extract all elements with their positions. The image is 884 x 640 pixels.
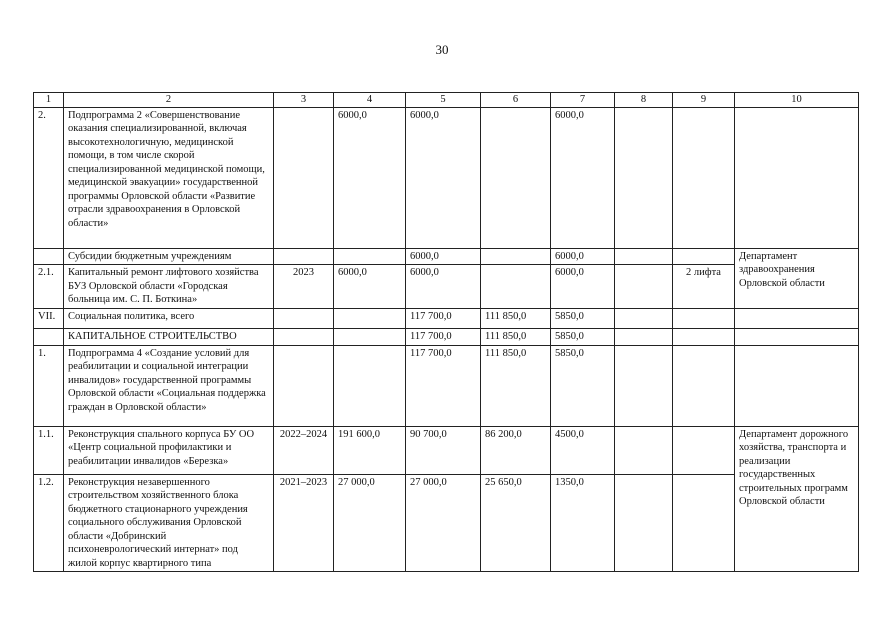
row-number: 1.1. <box>34 426 64 474</box>
budget-table <box>33 92 859 572</box>
row-number <box>34 329 64 346</box>
cell <box>735 309 859 329</box>
cell <box>274 107 334 248</box>
header-cell: 3 <box>274 93 334 108</box>
cell <box>673 309 735 329</box>
cell <box>615 107 673 248</box>
cell <box>481 265 551 309</box>
row-number <box>34 248 64 265</box>
cell: 90 700,0 <box>406 426 481 474</box>
cell <box>673 345 735 426</box>
cell: 2 лифта <box>673 265 735 309</box>
cell: 191 600,0 <box>334 426 406 474</box>
cell: 27 000,0 <box>406 474 481 572</box>
cell: 5850,0 <box>551 309 615 329</box>
cell: 117 700,0 <box>406 345 481 426</box>
row-number: 2.1. <box>34 265 64 309</box>
row-description: Подпрограмма 4 «Создание условий для реабилитации и социальной интеграции инвалидов» государственной программы Орловской области «Социальная поддержка граждан в Орловской области» <box>64 345 274 426</box>
cell: 111 850,0 <box>481 329 551 346</box>
cell <box>615 345 673 426</box>
cell <box>615 329 673 346</box>
cell: 2022–2024 <box>274 426 334 474</box>
row-description: Реконструкция спального корпуса БУ ОО «Центр социальной профилактики и реабилитации инвалидов «Березка» <box>64 426 274 474</box>
cell: 1350,0 <box>551 474 615 572</box>
header-cell: 1 <box>34 93 64 108</box>
cell: 5850,0 <box>551 329 615 346</box>
header-row <box>34 93 859 108</box>
cell <box>615 474 673 572</box>
cell <box>481 107 551 248</box>
responsible-department: Департамент дорожного хозяйства, транспорта и реализации государственных строительных программ Орловской области <box>735 426 859 572</box>
header-cell: 9 <box>673 93 735 108</box>
cell <box>334 309 406 329</box>
cell <box>274 329 334 346</box>
cell: 6000,0 <box>551 107 615 248</box>
header-cell: 8 <box>615 93 673 108</box>
row-number: VII. <box>34 309 64 329</box>
cell <box>615 426 673 474</box>
table-row <box>34 309 859 329</box>
row-description: Социальная политика, всего <box>64 309 274 329</box>
cell: 5850,0 <box>551 345 615 426</box>
cell <box>615 309 673 329</box>
row-number: 2. <box>34 107 64 248</box>
page-number: 30 <box>435 42 449 57</box>
cell <box>274 248 334 265</box>
cell: 27 000,0 <box>334 474 406 572</box>
cell: 6000,0 <box>334 107 406 248</box>
cell <box>673 107 735 248</box>
cell <box>274 309 334 329</box>
cell: 6000,0 <box>406 248 481 265</box>
header-cell: 4 <box>334 93 406 108</box>
header-cell: 7 <box>551 93 615 108</box>
cell <box>334 248 406 265</box>
row-number: 1. <box>34 345 64 426</box>
cell <box>673 426 735 474</box>
table-row <box>34 426 859 474</box>
header-cell: 10 <box>735 93 859 108</box>
cell <box>334 345 406 426</box>
row-number: 1.2. <box>34 474 64 572</box>
cell <box>673 329 735 346</box>
cell <box>615 265 673 309</box>
row-description: КАПИТАЛЬНОЕ СТРОИТЕЛЬСТВО <box>64 329 274 346</box>
cell <box>673 248 735 265</box>
cell: 117 700,0 <box>406 309 481 329</box>
cell <box>481 248 551 265</box>
header-cell: 2 <box>64 93 274 108</box>
row-description: Подпрограмма 2 «Совершенствование оказания специализированной, включая высокотехнологичную, медицинской помощи, в том числе скорой специализированной медицинской помощи, медицинской эвакуации» государственной программы Орловской области «Развитие отрасли здравоохранения в Орловской области» <box>64 107 274 248</box>
cell: 25 650,0 <box>481 474 551 572</box>
cell <box>274 345 334 426</box>
cell: 86 200,0 <box>481 426 551 474</box>
cell <box>673 474 735 572</box>
cell: 4500,0 <box>551 426 615 474</box>
cell <box>735 345 859 426</box>
cell: 6000,0 <box>334 265 406 309</box>
table-row <box>34 329 859 346</box>
cell <box>334 329 406 346</box>
table-row <box>34 345 859 426</box>
row-description: Капитальный ремонт лифтового хозяйства БУЗ Орловской области «Городская больница им. С. П. Боткина» <box>64 265 274 309</box>
cell: 2023 <box>274 265 334 309</box>
table-row <box>34 107 859 248</box>
cell: 111 850,0 <box>481 309 551 329</box>
cell: 6000,0 <box>551 248 615 265</box>
cell: 6000,0 <box>406 107 481 248</box>
cell: 2021–2023 <box>274 474 334 572</box>
header-cell: 6 <box>481 93 551 108</box>
cell <box>615 248 673 265</box>
responsible-department: Департамент здравоохранения Орловской области <box>735 248 859 309</box>
row-description: Субсидии бюджетным учреждениям <box>64 248 274 265</box>
cell <box>735 329 859 346</box>
row-description: Реконструкция незавершенного строительством хозяйственного блока бюджетного стационарного учреждения социального обслуживания Орловской области «Добринский психоневрологический интернат» под жилой корпус квартирного типа <box>64 474 274 572</box>
cell: 117 700,0 <box>406 329 481 346</box>
cell: 6000,0 <box>406 265 481 309</box>
header-cell: 5 <box>406 93 481 108</box>
table-row <box>34 248 859 265</box>
cell: 111 850,0 <box>481 345 551 426</box>
cell <box>735 107 859 248</box>
cell: 6000,0 <box>551 265 615 309</box>
